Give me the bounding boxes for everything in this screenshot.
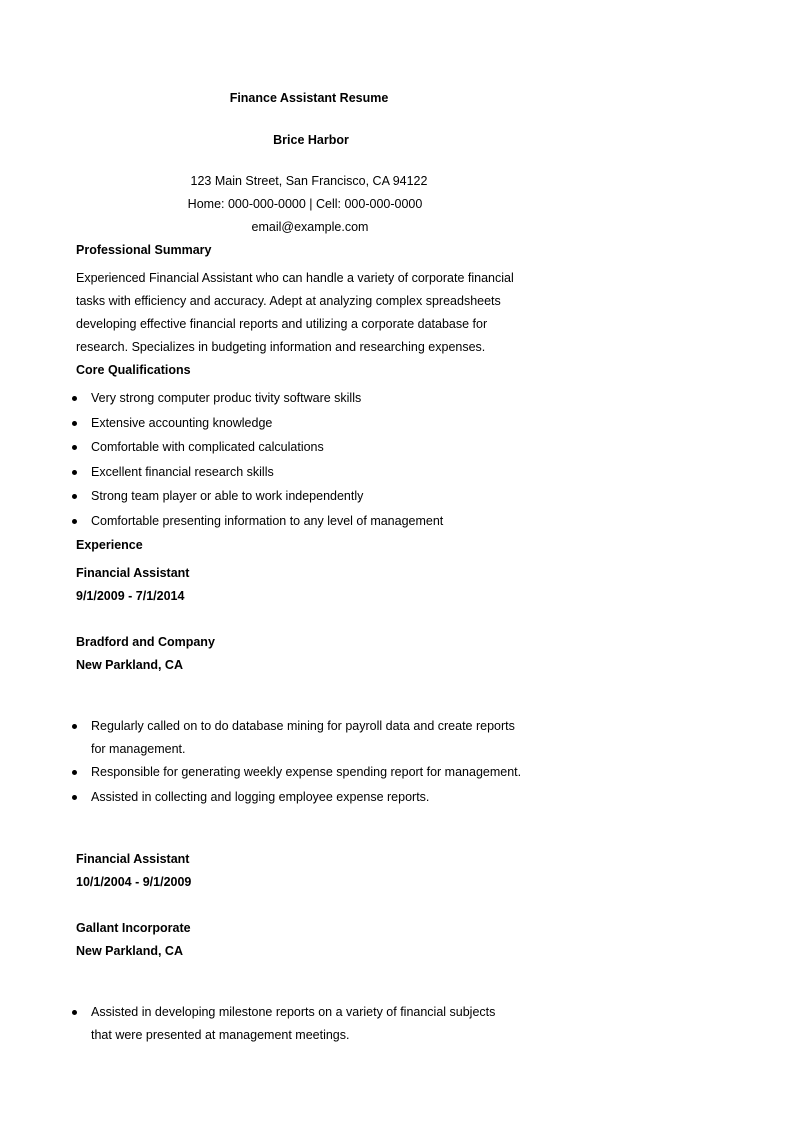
- job-dates: 10/1/2004 - 9/1/2009: [76, 875, 192, 889]
- document-title: Finance Assistant Resume: [229, 91, 389, 105]
- job-company: Bradford and Company: [76, 635, 215, 649]
- qualification-text: Strong team player or able to work independently: [91, 489, 364, 503]
- bullet-icon: [72, 396, 77, 401]
- job-duty-text: Assisted in collecting and logging employee expense reports.: [91, 790, 430, 804]
- job-duty-text: Regularly called on to do database mining for payroll data and create reports: [91, 719, 515, 733]
- contact-email: email@example.com: [251, 220, 369, 234]
- job-title: Financial Assistant: [76, 852, 190, 866]
- bullet-icon: [72, 1010, 77, 1015]
- candidate-name: Brice Harbor: [273, 133, 349, 147]
- job-duty-text: Responsible for generating weekly expense spending report for management.: [91, 765, 522, 779]
- summary-line: developing effective financial reports and utilizing a corporate database for: [76, 317, 488, 331]
- summary-line: Experienced Financial Assistant who can handle a variety of corporate financial: [76, 271, 514, 285]
- job-duty-text: Assisted in developing milestone reports on a variety of financial subjects: [91, 1005, 496, 1019]
- qualification-text: Very strong computer produc tivity software skills: [91, 391, 362, 405]
- job-title: Financial Assistant: [76, 566, 190, 580]
- bullet-icon: [72, 795, 77, 800]
- summary-line: research. Specializes in budgeting information and researching expenses.: [76, 340, 486, 354]
- bullet-icon: [72, 770, 77, 775]
- summary-line: tasks with efficiency and accuracy. Adept at analyzing complex spreadsheets: [76, 294, 501, 308]
- job-location: New Parkland, CA: [76, 944, 183, 958]
- job-company: Gallant Incorporate: [76, 921, 191, 935]
- qualification-text: Extensive accounting knowledge: [91, 416, 273, 430]
- bullet-icon: [72, 519, 77, 524]
- qualification-text: Comfortable presenting information to any level of management: [91, 514, 444, 528]
- bullet-icon: [72, 724, 77, 729]
- contact-address: 123 Main Street, San Francisco, CA 94122: [190, 174, 428, 188]
- job-duty-continuation: that were presented at management meetings.: [91, 1028, 350, 1042]
- job-location: New Parkland, CA: [76, 658, 183, 672]
- bullet-icon: [72, 445, 77, 450]
- qualification-text: Excellent financial research skills: [91, 465, 274, 479]
- qualification-text: Comfortable with complicated calculations: [91, 440, 324, 454]
- section-heading-experience: Experience: [76, 538, 143, 552]
- bullet-icon: [72, 494, 77, 499]
- job-dates: 9/1/2009 - 7/1/2014: [76, 589, 185, 603]
- bullet-icon: [72, 470, 77, 475]
- section-heading-qualifications: Core Qualifications: [76, 363, 191, 377]
- contact-phones: Home: 000-000-0000 | Cell: 000-000-0000: [187, 197, 423, 211]
- bullet-icon: [72, 421, 77, 426]
- section-heading-summary: Professional Summary: [76, 243, 212, 257]
- job-duty-continuation: for management.: [91, 742, 186, 756]
